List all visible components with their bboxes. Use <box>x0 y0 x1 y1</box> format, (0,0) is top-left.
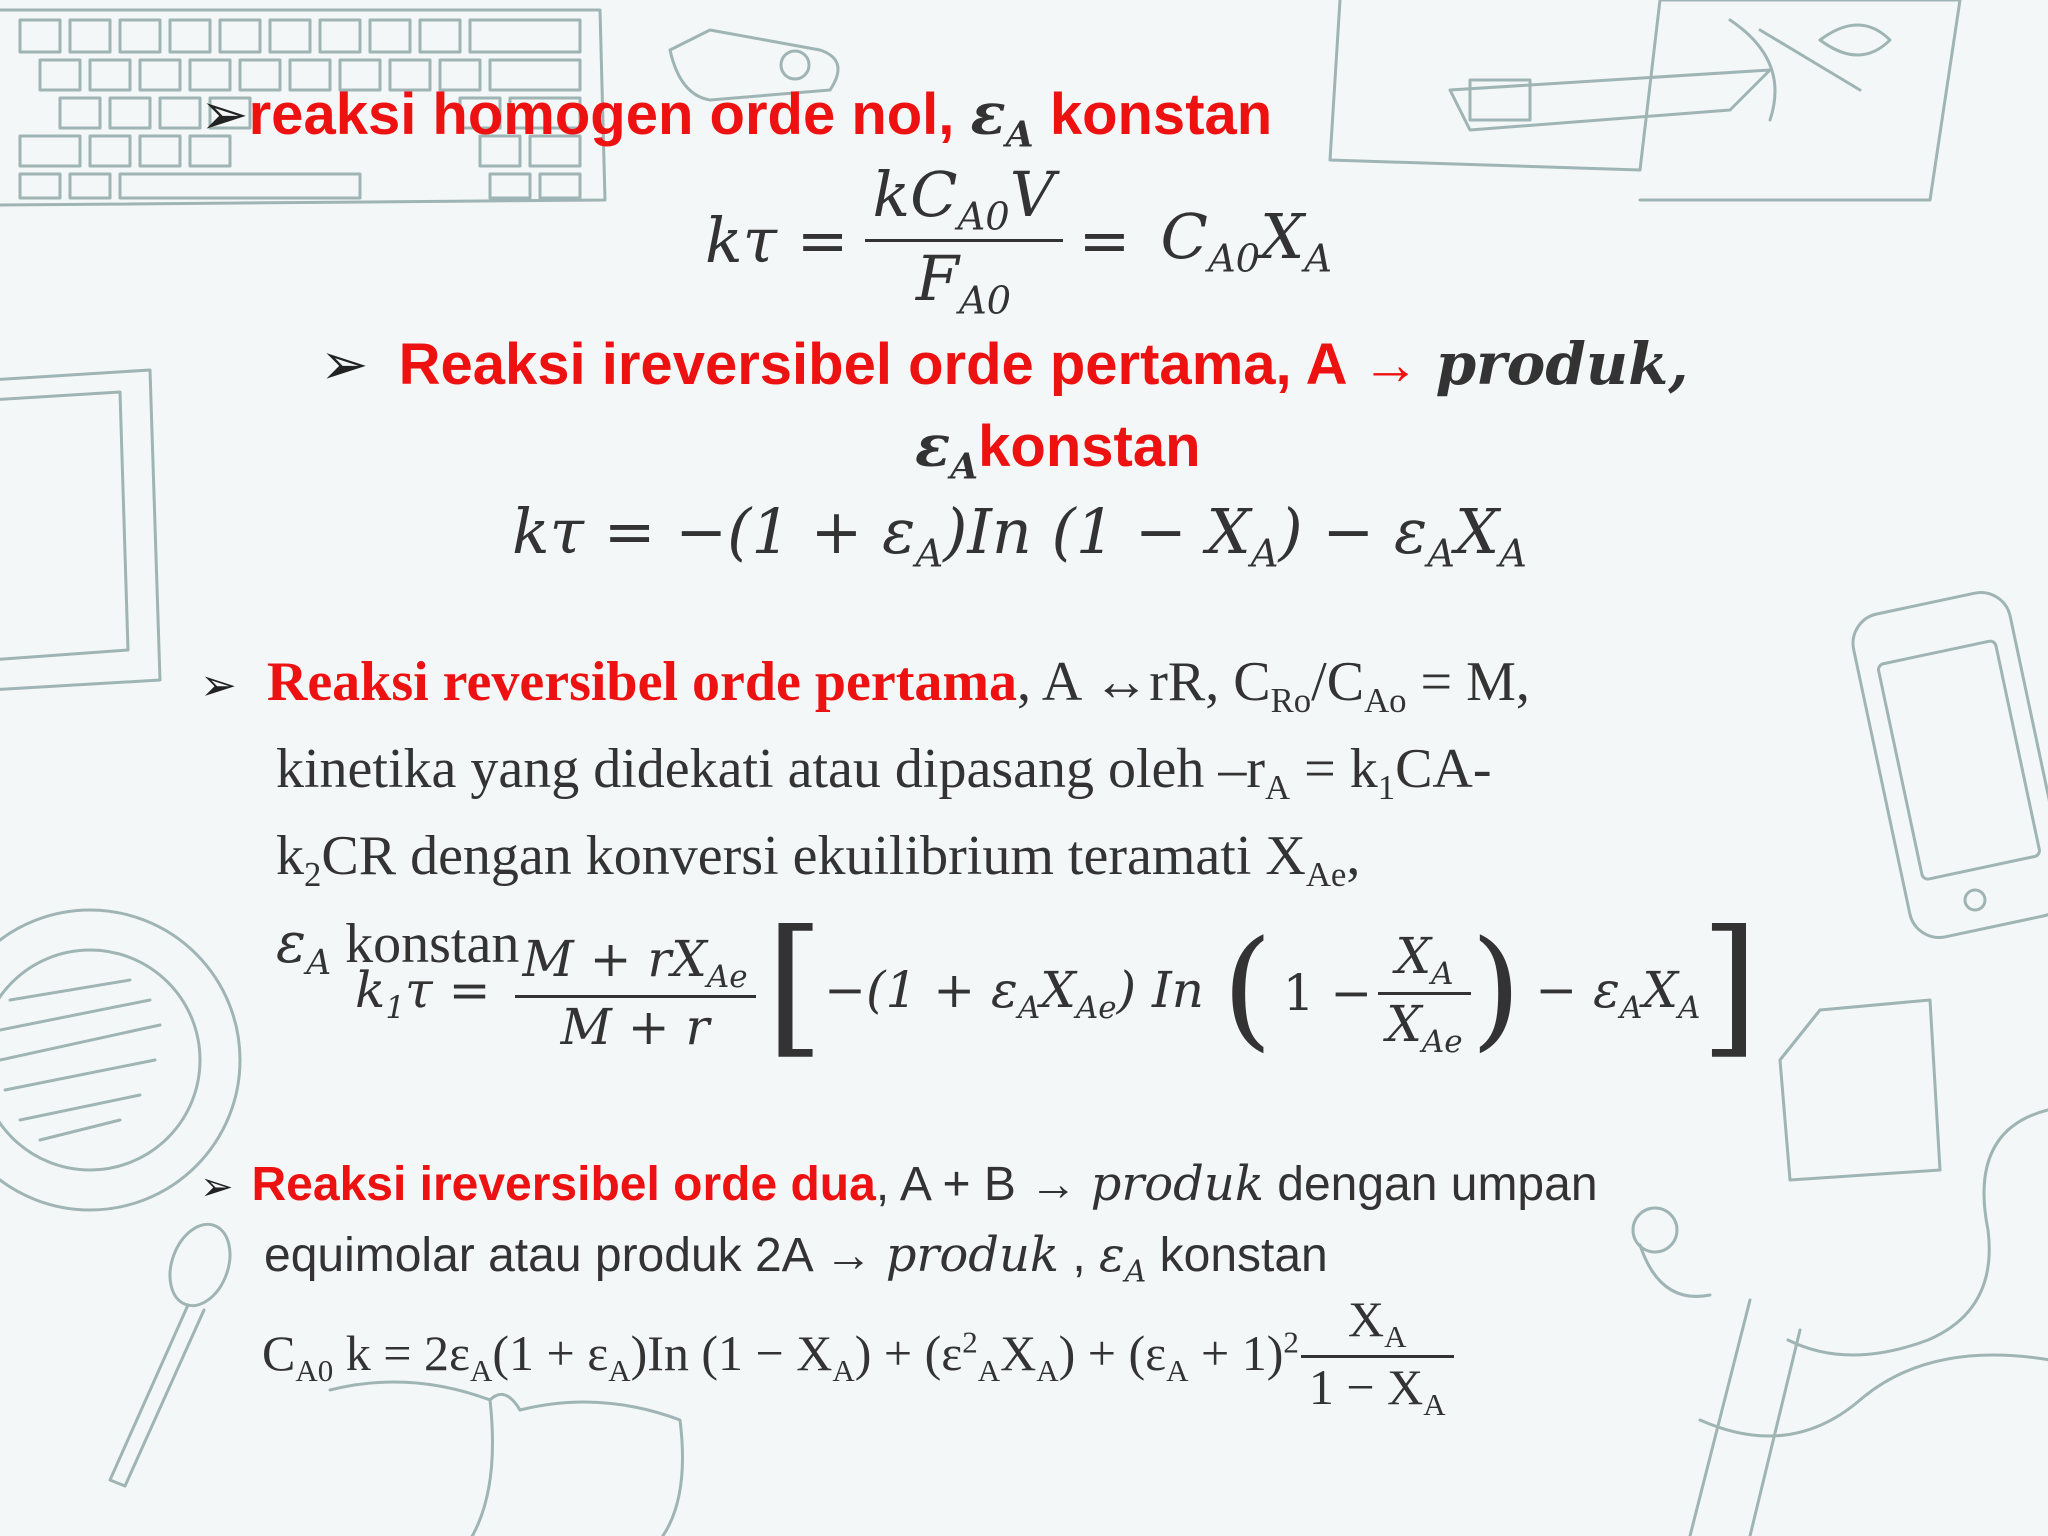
bullet-arrow-icon: ➢ <box>200 1164 234 1210</box>
sticky-note-doodle-icon <box>1780 1000 1940 1180</box>
paragraph-line-1: ➢ Reaksi ireversibel orde dua, A + B → produk dengan umpan <box>200 1156 1598 1212</box>
section-zero-order-heading: ➢reaksi homogen orde nol, $\varepsilon_A$ konstan <box>200 80 1273 156</box>
equation-zero-order: kτ = $\frac{kC_{A0}V}{F_{A0}}$ = $C_{A0}X_A$ <box>705 158 1333 324</box>
tablet-doodle-icon <box>0 370 160 690</box>
fraction-xa-over-one-minus-xa: $\frac{X_A}{1 - X_A}$ <box>1301 1290 1454 1423</box>
paragraph-line-1: ➢ Reaksi reversibel orde pertama, A ↔rR, $C_{Ro}/C_{Ao} = M$, <box>200 651 1530 721</box>
fraction-kca0v-over-fa0: $\frac{kC_{A0}V}{F_{A0}}$ <box>865 158 1063 324</box>
paragraph-line-2: kinetika yang didekati atau dipasang oleh $-r_A = k_1CA-$ <box>276 738 1492 808</box>
equation-second-order: $C_{A0}$ $k = 2\varepsilon_A(1 + \varepsilon_A)In$ $(1 - X_A) + (\varepsilon^2_AX_A) + (\varepsilon_A + 1)^2$ $\frac{X_A}{1 - X_A}$ <box>262 1290 1454 1423</box>
section-first-order-irreversible-heading: ➢ Reaksi ireversibel orde pertama, A → produk, <box>320 330 1689 398</box>
bullet-arrow-icon: ➢ <box>200 660 237 711</box>
equation-first-order-reversible: $k_1\tau$ = $\frac{M + rX_{Ae}}{M + r}$ [ $-(1 + \varepsilon_AX_{Ae})$ In ( 1 − $\frac{X_A}{X_{Ae}}$ ) − $\varepsilon_AX_A$ ] <box>355 899 1759 1073</box>
bullet-arrow-icon: ➢ <box>200 80 249 148</box>
paragraph-line-2: equimolar atau produk 2A → produk , $\varepsilon_A$ konstan <box>264 1227 1328 1290</box>
paper-sheet-doodle-icon <box>1690 1300 1800 1536</box>
fraction-xa-over-xae: $\frac{X_A}{X_{Ae}}$ <box>1378 927 1470 1060</box>
bullet-arrow-icon: ➢ <box>320 330 369 398</box>
paragraph-line-4: $\varepsilon_A$ konstan <box>276 910 520 983</box>
fraction-m-plus-rxae: $\frac{M + rX_{Ae}}{M + r}$ <box>515 930 756 1056</box>
paragraph-line-3: $k_2CR$ dengan konversi ekuilibrium teramati $X_{Ae}$, <box>276 825 1361 895</box>
notebook-pen-doodle-icon <box>1330 0 1960 200</box>
section-second-order-paragraph <box>200 1150 1598 1307</box>
earphones-doodle-icon <box>1633 1110 2048 1436</box>
section-first-order-irreversible-heading-line2: $\varepsilon_Akonstan$ <box>915 412 1201 488</box>
equation-first-order-irreversible: $k\tau = -(1 + \varepsilon_A)In$ $(1 - X_A) - \varepsilon_AX_A$ <box>512 495 1527 577</box>
smartphone-doodle-icon <box>1847 587 2048 943</box>
